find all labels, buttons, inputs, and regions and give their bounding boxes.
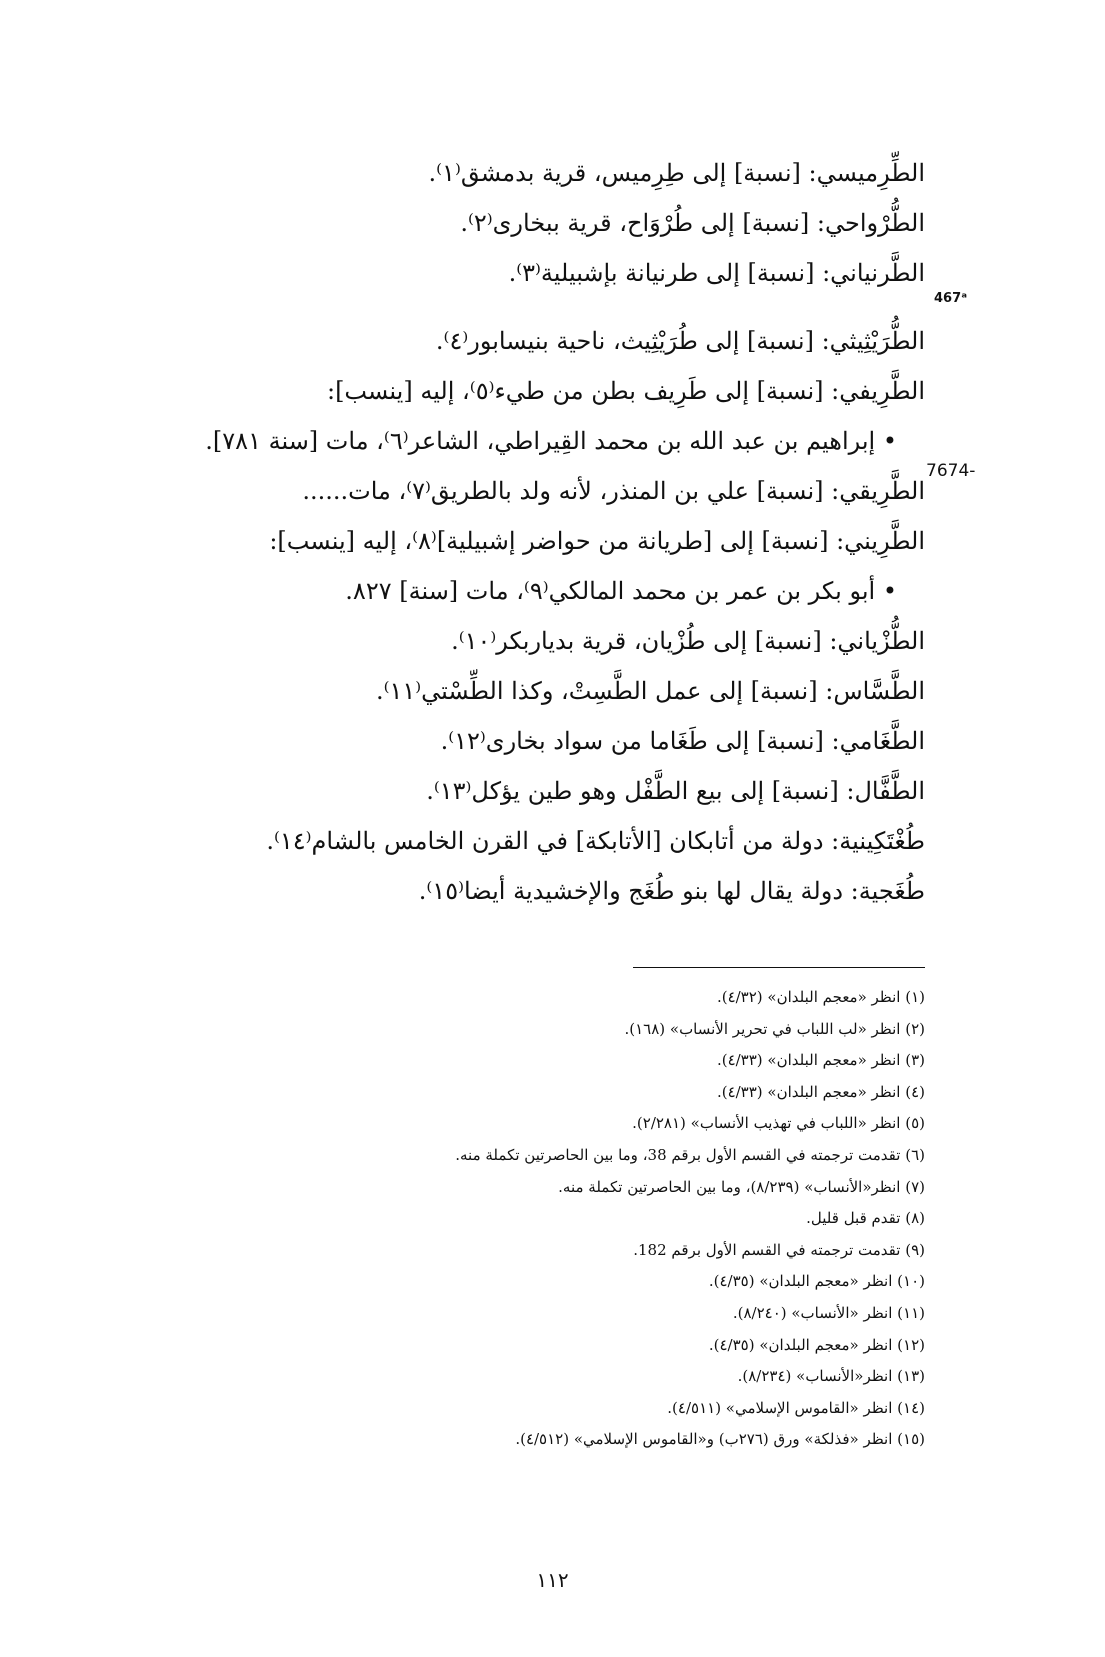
person-line: • أبو بكر بن عمر بن محمد المالكي⁽٩⁾، مات [سنة] ٨٢٧.	[345, 577, 897, 605]
footnote: (١٠) انظر «معجم البلدان» (٤/٣٥).	[708, 1272, 925, 1291]
margin-folio-marker: 467ᵃ	[934, 291, 968, 306]
footnote: (١٣) انظر«الأنساب» (٨/٢٣٤).	[737, 1367, 925, 1386]
footnotes	[165, 982, 925, 1456]
footnote: (٣) انظر «معجم البلدان» (٤/٣٣).	[716, 1051, 925, 1070]
footnote: (٧) انظر«الأنساب» (٨/٢٣٩)، وما بين الحاصرتين تكملة منه.	[558, 1177, 925, 1196]
entry-line: الطَّغَامي: [نسبة] إلى طَغَاما من سواد بخارى⁽١٢⁾.	[440, 727, 925, 755]
entry-line: الطَّرِيقي: [نسبة] علي بن المنذر، لأنه ولد بالطريق⁽٧⁾، مات......	[302, 477, 925, 505]
entry-line: الطَّرِيفي: [نسبة] إلى طَرِيف بطن من طيء⁽٥⁾، إليه [ينسب]:	[326, 377, 925, 405]
footnote: (٥) انظر «اللباب في تهذيب الأنساب» (٢/٢٨١).	[632, 1114, 925, 1133]
footnote: (١١) انظر «الأنساب» (٨/٢٤٠).	[732, 1303, 925, 1322]
footnote: (١) انظر «معجم البلدان» (٤/٣٢).	[716, 988, 925, 1006]
entry-line: الطَّسَّاس: [نسبة] إلى عمل الطَّسِتْ، وكذا الطِّسْتي⁽١١⁾.	[375, 677, 925, 705]
entry-line: الطِّرِميسي: [نسبة] إلى طِرِميس، قرية بدمشق⁽١⁾.	[428, 159, 925, 187]
page-number: ١١٢	[536, 1568, 569, 1592]
entry-line: الطَّرِيني: [نسبة] إلى [طريانة من حواضر إشبيلية]⁽٨⁾، إليه [ينسب]:	[269, 527, 925, 555]
footnote: (٩) تقدمت ترجمته في القسم الأول برقم 182.	[633, 1240, 925, 1259]
entry-line: الطَّفَّال: [نسبة] إلى بيع الطَّفْل وهو طين يؤكل⁽١٣⁾.	[426, 777, 925, 805]
entry-number: 7674-	[926, 461, 976, 481]
footnote: (١٤) انظر «القاموس الإسلامي» (٤/٥١١).	[667, 1398, 925, 1417]
footnote: (٢) انظر «لب اللباب في تحرير الأنساب» (١٦٨).	[624, 1019, 925, 1038]
entry-line: الطَّرنياني: [نسبة] إلى طرنيانة بإشبيلية⁽٣⁾.	[508, 259, 925, 287]
footnote: (٦) تقدمت ترجمته في القسم الأول برقم 38، وما بين الحاصرتين تكملة منه.	[455, 1145, 925, 1164]
entry-line: الطُّزْياني: [نسبة] إلى طُزْيان، قرية بدياربكر⁽١٠⁾.	[451, 627, 925, 655]
entry-line: طُغْتَكِينية: دولة من أتابكان [الأتابكة] في القرن الخامس بالشام⁽١٤⁾.	[266, 827, 925, 855]
main-text	[165, 148, 925, 916]
entry-line: الطُّرَيْثِيثي: [نسبة] إلى طُرَيْثِيث، ناحية بنيسابور⁽٤⁾.	[435, 327, 925, 355]
person-line: • إبراهيم بن عبد الله بن محمد القِيراطي، الشاعر⁽٦⁾، مات [سنة ٧٨١].	[205, 427, 897, 455]
entry-line: الطُّرْواحي: [نسبة] إلى طُرْوَاح، قرية ببخارى⁽٢⁾.	[460, 209, 925, 237]
footnote: (١٥) انظر «فذلكة» ورق (٢٧٦ب) و«القاموس الإسلامي» (٤/٥١٢).	[515, 1430, 925, 1449]
footnote-separator	[633, 967, 925, 968]
footnote: (٨) تقدم قبل قليل.	[806, 1209, 925, 1228]
entry-line: طُغَجية: دولة يقال لها بنو طُغَج والإخشيدية أيضا⁽١٥⁾.	[418, 877, 925, 905]
footnote: (١٢) انظر «معجم البلدان» (٤/٣٥).	[708, 1335, 925, 1354]
footnote: (٤) انظر «معجم البلدان» (٤/٣٣).	[716, 1082, 925, 1101]
